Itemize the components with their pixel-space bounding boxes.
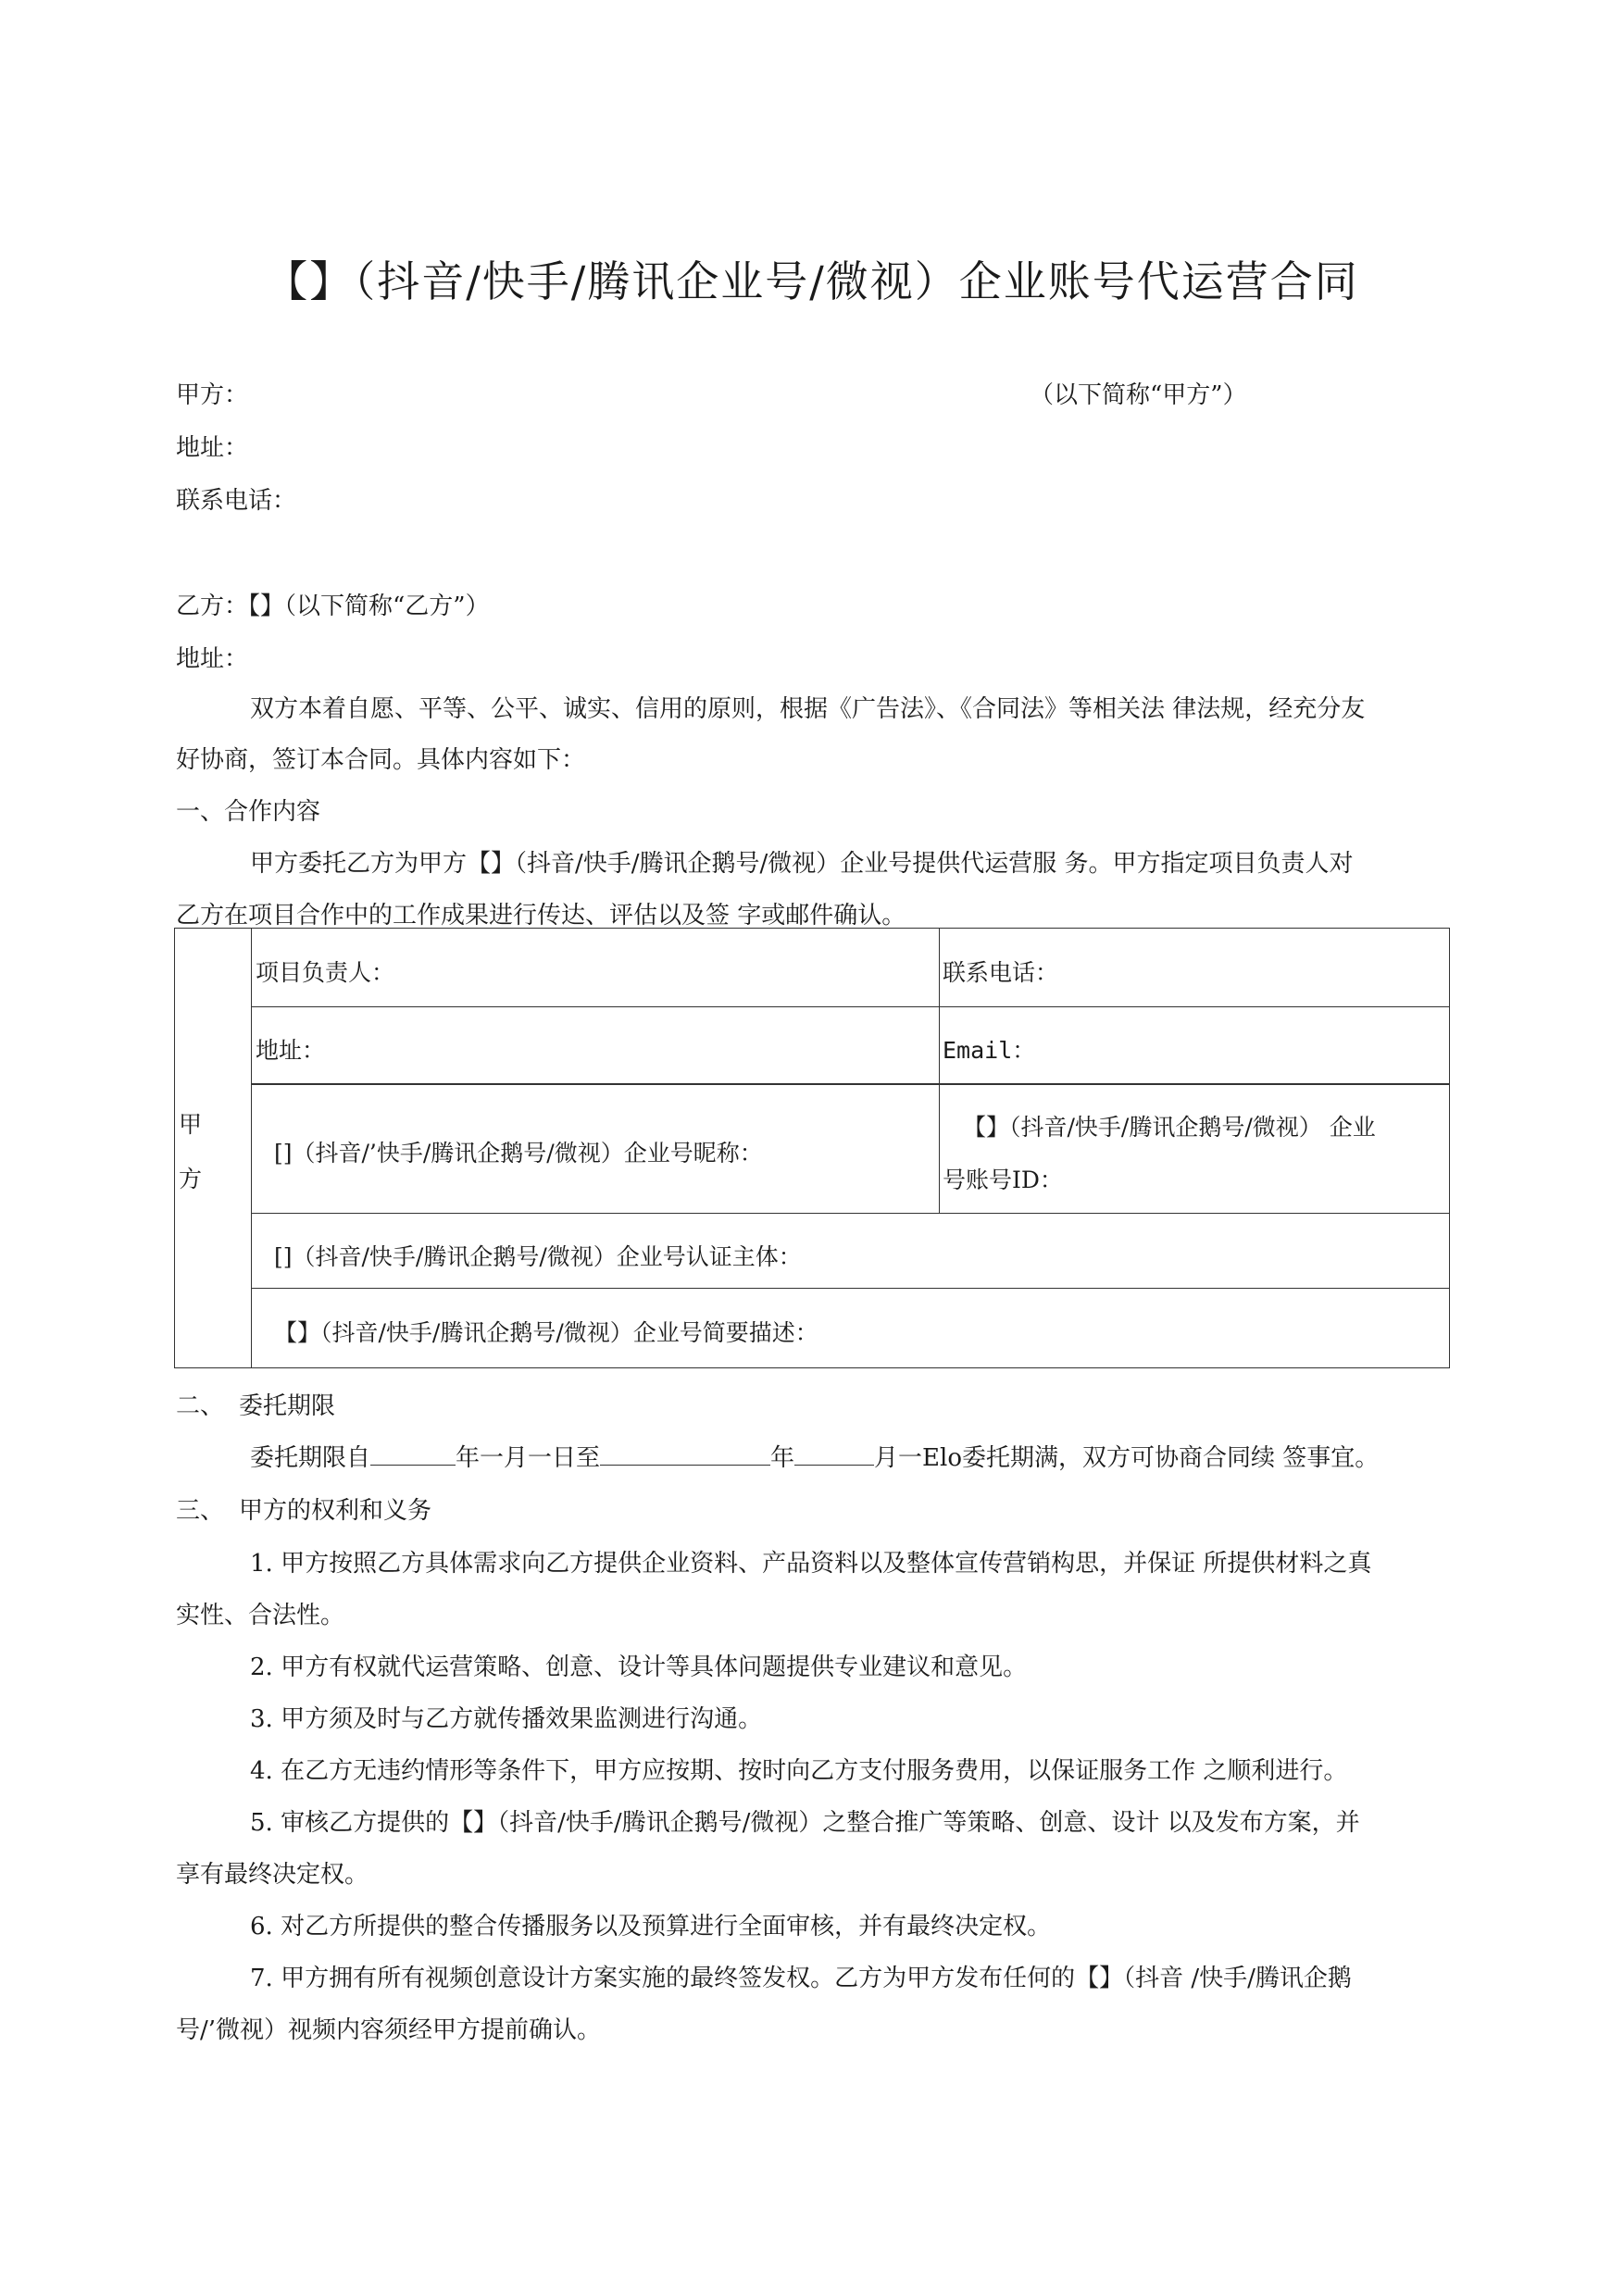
party-b-address: 地址： bbox=[176, 645, 249, 673]
intro-line-1: 双方本着自愿、平等、公平、诚实、信用的原则，根据《广告法》、《合同法》等相关法 律法规，经充分友 bbox=[250, 695, 1366, 723]
section-3-number: 三、 bbox=[176, 1497, 225, 1525]
section-3-item-6: 6. 对乙方所提供的整合传播服务以及预算进行全面审核，并有最终决定权。 bbox=[250, 1913, 1052, 1940]
blank-field bbox=[794, 1442, 874, 1466]
table-side-divider bbox=[251, 928, 252, 1368]
table-row-divider bbox=[251, 1213, 1450, 1214]
section-3-item-3: 3. 甲方须及时与乙方就传播效果监测进行沟通。 bbox=[250, 1705, 763, 1733]
section-3-item-5: 5. 审核乙方提供的【】（抖音/快手/腾讯企鹅号/微视）之整合推广等策略、创意、设计 以及发布方案，并 bbox=[250, 1809, 1360, 1837]
table-email-label: Email： bbox=[943, 1037, 1036, 1064]
table-side-label: 方 bbox=[179, 1166, 203, 1192]
table-row-divider bbox=[251, 1288, 1450, 1289]
table-nickname-label: []（抖音/’快手/腾讯企鹅号/微视）企业号昵称： bbox=[274, 1140, 763, 1167]
table-side-label: 甲 bbox=[179, 1111, 203, 1138]
table-row-divider bbox=[251, 1083, 1450, 1085]
table-certification-label: []（抖音/快手/腾讯企鹅号/微视）企业号认证主体： bbox=[274, 1243, 802, 1270]
table-column-divider bbox=[939, 928, 940, 1213]
blank-field bbox=[370, 1442, 456, 1466]
section-3-item-7: 7. 甲方拥有所有视频创意设计方案实施的最终签发权。乙方为甲方发布任何的【】（抖音 /快手/腾讯企鹅 bbox=[250, 1965, 1352, 1992]
section-2-period-line: 委托期限自 年一月一日至 年 月一Elo委托期满，双方可协商合同续 签事宜。 bbox=[250, 1444, 1380, 1472]
section-3-item-1: 1. 甲方按照乙方具体需求向乙方提供企业资料、产品资料以及整体宣传营销构思，并保证 所提供材料之真 bbox=[250, 1550, 1372, 1578]
document-title: 【】（抖音/快手/腾讯企业号/微视）企业账号代运营合同 bbox=[265, 256, 1359, 306]
section-1-line-2: 乙方在项目合作中的工作成果进行传达、评估以及签 字或邮件确认。 bbox=[176, 902, 906, 930]
blank-field bbox=[600, 1442, 770, 1466]
section-3-item-2: 2. 甲方有权就代运营策略、创意、设计等具体问题提供专业建议和意见。 bbox=[250, 1653, 1028, 1681]
section-3-item-5-cont: 享有最终决定权。 bbox=[176, 1861, 369, 1889]
table-description-label: 【】（抖音/快手/腾讯企鹅号/微视）企业号简要描述： bbox=[274, 1319, 818, 1346]
party-a-phone: 联系电话： bbox=[176, 487, 297, 515]
party-a-alias: （以下简称“甲方”） bbox=[1030, 381, 1247, 409]
section-2-number: 二、 bbox=[176, 1392, 225, 1420]
table-phone-label: 联系电话： bbox=[943, 959, 1059, 986]
table-account-id-label-cont: 号账号ID： bbox=[943, 1167, 1063, 1193]
table-row-divider bbox=[251, 1006, 1450, 1007]
party-b-label: 乙方：【】（以下简称“乙方”） bbox=[176, 593, 490, 620]
table-address-label: 地址： bbox=[256, 1037, 326, 1064]
section-1-heading: 一、合作内容 bbox=[176, 798, 321, 826]
section-3-heading: 甲方的权利和义务 bbox=[239, 1497, 432, 1525]
section-2-heading: 委托期限 bbox=[239, 1392, 336, 1420]
section-3-item-7-cont: 号/’微视）视频内容须经甲方提前确认。 bbox=[176, 2016, 602, 2044]
table-project-lead-label: 项目负责人： bbox=[256, 959, 395, 986]
section-3-item-1-cont: 实性、合法性。 bbox=[176, 1602, 345, 1629]
section-1-line-1: 甲方委托乙方为甲方【】（抖音/快手/腾讯企鹅号/微视）企业号提供代运营服 务。甲方指定项目负责人对 bbox=[250, 850, 1354, 878]
intro-line-2: 好协商，签订本合同。具体内容如下： bbox=[176, 746, 586, 774]
party-a-address: 地址： bbox=[176, 434, 249, 462]
party-a-label: 甲方： bbox=[176, 381, 249, 409]
table-account-id-label: 【】（抖音/快手/腾讯企鹅号/微视） 企业 bbox=[963, 1114, 1376, 1141]
section-3-item-4: 4. 在乙方无违约情形等条件下，甲方应按期、按时向乙方支付服务费用，以保证服务工作 之顺利进行。 bbox=[250, 1757, 1348, 1785]
